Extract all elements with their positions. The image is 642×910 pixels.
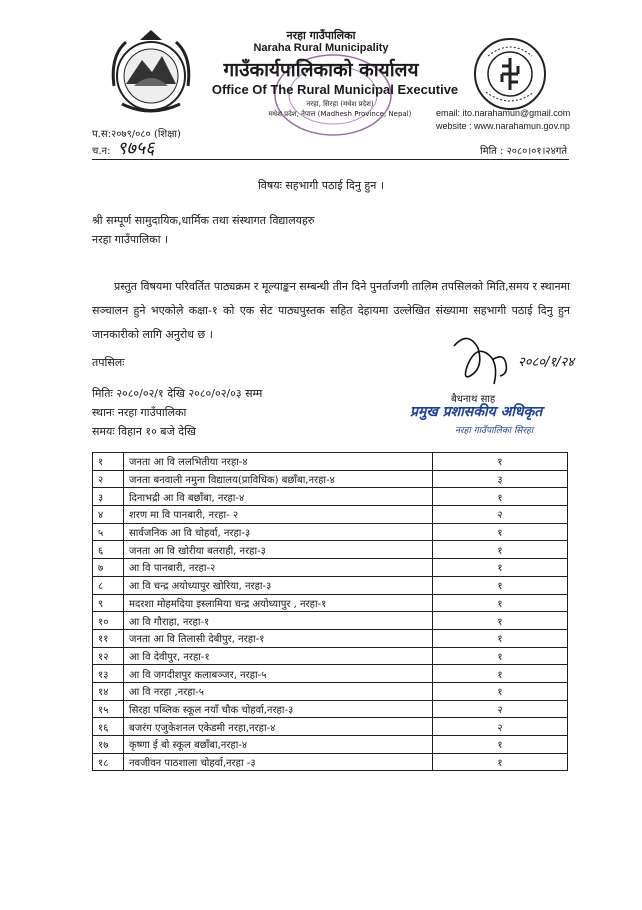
row-school-name: दिनाभद्री आ वि बछाँबा, नरहा-४ xyxy=(124,488,433,506)
row-participant-count: १ xyxy=(433,736,568,754)
row-participant-count: १ xyxy=(433,629,568,647)
row-serial-number: ९ xyxy=(93,594,124,612)
table-row xyxy=(93,718,568,736)
table-row xyxy=(93,753,568,771)
row-school-name: नवजीवन पाठशाला चोहर्वा,नरहा -३ xyxy=(124,753,433,771)
table-row xyxy=(93,647,568,665)
row-participant-count: १ xyxy=(433,559,568,577)
row-participant-count: ३ xyxy=(433,470,568,488)
row-school-name: बजरंग एजुकेशनल एकेडमी नरहा,नरहा-४ xyxy=(124,718,433,736)
recipient-line-1: श्री सम्पूर्ण सामुदायिक,धार्मिक तथा संस्थागत विद्यालयहरु xyxy=(92,214,315,227)
office-website: website : www.narahamun.gov.np xyxy=(436,121,570,131)
office-name-en: Office Of The Rural Municipal Executive xyxy=(211,82,459,97)
row-serial-number: १० xyxy=(93,612,124,630)
row-school-name: आ वि गौराहा, नरहा-१ xyxy=(124,612,433,630)
row-participant-count: १ xyxy=(433,682,568,700)
table-row xyxy=(93,736,568,754)
office-address-line2: मधेश प्रदेश, नेपाल (Madhesh Province, Nepal) xyxy=(268,110,412,118)
row-school-name: आ वि देवीपुर, नरहा-१ xyxy=(124,647,433,665)
row-participant-count: १ xyxy=(433,523,568,541)
signatory-title: प्रमुख प्रशासकीय अधिकृत xyxy=(410,404,543,420)
row-participant-count: २ xyxy=(433,700,568,718)
participants-table xyxy=(92,452,568,771)
row-school-name: जनता आ वि तिलासी देबीपुर, नरहा-१ xyxy=(124,629,433,647)
row-serial-number: १६ xyxy=(93,718,124,736)
row-participant-count: १ xyxy=(433,576,568,594)
dispatch-number-label: च.न: xyxy=(92,146,111,157)
row-school-name: आ वि नरहा ,नरहा-५ xyxy=(124,682,433,700)
row-serial-number: ११ xyxy=(93,629,124,647)
signature-date: २०८०/१/२४ xyxy=(518,355,575,370)
table-row xyxy=(93,559,568,577)
row-serial-number: ८ xyxy=(93,576,124,594)
table-row xyxy=(93,594,568,612)
row-participant-count: २ xyxy=(433,506,568,524)
recipient-line-2: नरहा गाउँपालिका । xyxy=(92,233,169,246)
row-school-name: जनता आ वि खोरीया बतराही, नरहा-३ xyxy=(124,541,433,559)
table-row xyxy=(93,453,568,471)
table-row xyxy=(93,488,568,506)
dispatch-number: ९७५६ xyxy=(117,138,155,159)
table-row xyxy=(93,470,568,488)
row-participant-count: २ xyxy=(433,718,568,736)
schedule-date: मितिः २०८०/०२/१ देखि २०८०/०२/०३ सम्म xyxy=(92,387,263,400)
row-school-name: जनता बनवाली नमुना विद्यालय(प्राविधिक) बछाँबा,नरहा-४ xyxy=(124,470,433,488)
table-row xyxy=(93,700,568,718)
signatory-unit: नरहा गाउँपालिका सिरहा xyxy=(455,426,534,436)
table-row xyxy=(93,682,568,700)
table-row xyxy=(93,541,568,559)
table-row xyxy=(93,629,568,647)
row-participant-count: १ xyxy=(433,594,568,612)
signatory-name: बैधनाथ साह xyxy=(451,394,496,405)
schedule-time: समयः विहान १० बजे देखि xyxy=(92,425,196,438)
office-name-np: गाउँकार्यपालिकाको कार्यालय xyxy=(223,59,419,81)
table-row xyxy=(93,612,568,630)
municipality-name-np: नरहा गाउँपालिका xyxy=(286,29,356,42)
row-school-name: सिरहा पब्लिक स्कूल नयाँ चौक चोहर्वा,नरहा-३ xyxy=(124,700,433,718)
row-serial-number: १५ xyxy=(93,700,124,718)
municipality-name-en: Naraha Rural Municipality xyxy=(253,42,389,54)
row-serial-number: ३ xyxy=(93,488,124,506)
row-participant-count: १ xyxy=(433,665,568,683)
letter-subject: विषयः सहभागी पठाई दिनु हुन । xyxy=(257,179,385,192)
letter-reference-number: प.स:२०७९/०८० (शिक्षा) xyxy=(92,129,181,140)
table-row xyxy=(93,506,568,524)
letter-date: मिति : २०८०।०१।२४गते xyxy=(480,146,568,157)
table-row xyxy=(93,523,568,541)
row-school-name: जनता आ वि ललभितीया नरहा-४ xyxy=(124,453,433,471)
row-participant-count: १ xyxy=(433,647,568,665)
row-participant-count: १ xyxy=(433,488,568,506)
letter-body: प्रस्तुत विषयमा परिवर्तित पाठ्यक्रम र मूल्याङ्कन सम्बन्धी तीन दिने पुनर्ताजगी तालिम तपसिलको मिति,समय र स्थानमा सञ्चालन हुने भएकोले कक्षा-१ को एक सेट पाठ्यपुस्तक सहित देहायमा उल्लेखित संख्यामा सहभागी पठाई दिनु हुन जानकारीको लागि अनुरोध छ । xyxy=(92,280,570,341)
row-serial-number: ७ xyxy=(93,559,124,577)
row-participant-count: १ xyxy=(433,541,568,559)
table-row xyxy=(93,665,568,683)
row-serial-number: ५ xyxy=(93,523,124,541)
row-serial-number: १७ xyxy=(93,736,124,754)
row-serial-number: १८ xyxy=(93,753,124,771)
row-serial-number: १४ xyxy=(93,682,124,700)
row-school-name: मदरशा मोहमदिया इस्लामिया चन्द्र अयोध्यापुर , नरहा-१ xyxy=(124,594,433,612)
row-serial-number: १२ xyxy=(93,647,124,665)
table-row xyxy=(93,576,568,594)
row-participant-count: १ xyxy=(433,612,568,630)
row-serial-number: २ xyxy=(93,470,124,488)
schedule-place: स्थानः नरहा गाउँपालिका xyxy=(92,406,187,419)
header-divider xyxy=(92,159,569,160)
row-school-name: आ वि चन्द्र अयोध्यापुर खोरिया, नरहा-३ xyxy=(124,576,433,594)
row-participant-count: १ xyxy=(433,753,568,771)
row-participant-count: १ xyxy=(433,453,568,471)
row-serial-number: ४ xyxy=(93,506,124,524)
handwritten-signature xyxy=(448,328,588,388)
row-school-name: शरण मा वि पानबारी, नरहा- २ xyxy=(124,506,433,524)
row-school-name: सार्वजनिक आ वि चोहर्वा, नरहा-३ xyxy=(124,523,433,541)
row-serial-number: ६ xyxy=(93,541,124,559)
row-school-name: आ वि पानबारी, नरहा-२ xyxy=(124,559,433,577)
office-address-line1: नरहा, सिरहा (मधेश प्रदेश) xyxy=(306,100,374,108)
row-school-name: कृष्णा ई बो स्कूल बछाँबा,नरहा-४ xyxy=(124,736,433,754)
row-serial-number: १३ xyxy=(93,665,124,683)
office-email: email: ito.narahamun@gmail.com xyxy=(436,108,571,118)
details-label: तपसिलः xyxy=(92,356,125,369)
row-serial-number: १ xyxy=(93,453,124,471)
row-school-name: आ वि जगदीशपुर कलाबञ्जर, नरहा-५ xyxy=(124,665,433,683)
